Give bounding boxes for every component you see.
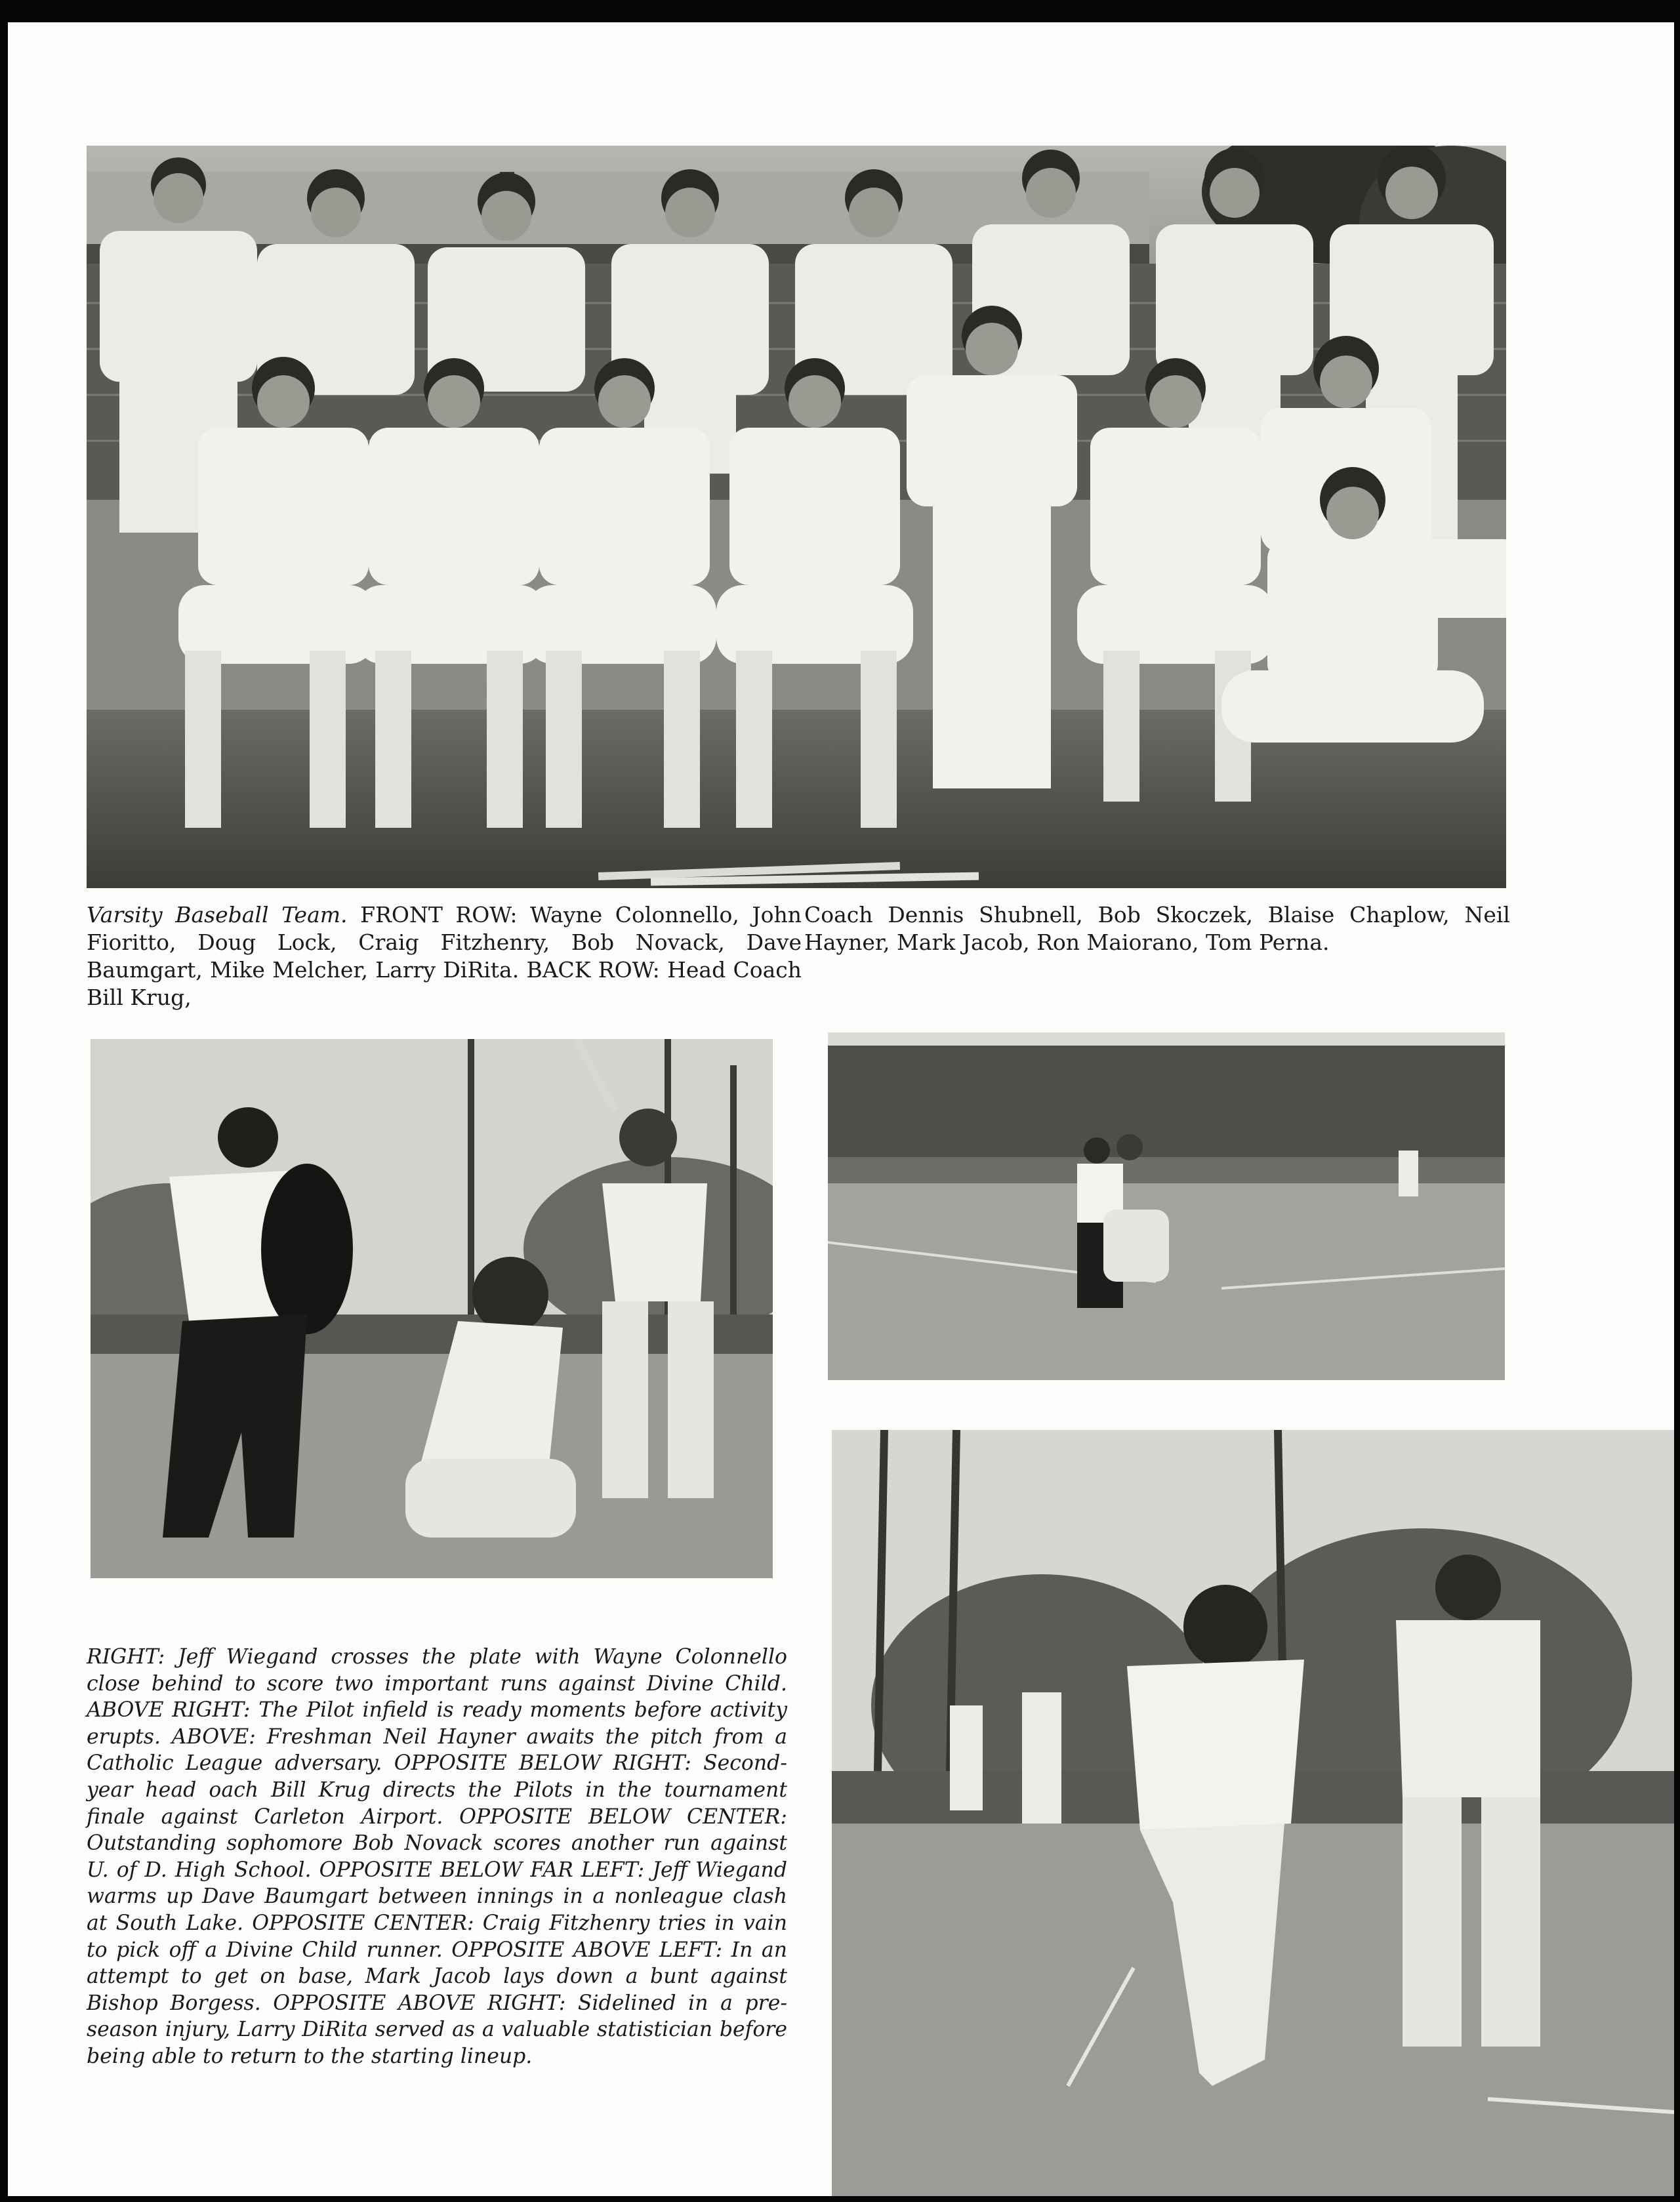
photo-story-caption: RIGHT: Jeff Wiegand crosses the plate with Wayne Colonnello close behind to score two important runs against Divine Child. ABOVE RIGHT: The Pilot infield is ready moments before activity erupts. ABOVE: Freshman Neil Hayner awaits the pitch from a Catholic League adversary. OPPOSITE BELOW RIGHT: Second-year head oach Bill Krug directs the Pilots in the tournament finale against Carleton Airport. OPPOSITE BELOW CENTER: Outstanding sophomore Bob Novack scores another run against U. of D. High School. OPPOSITE BELOW FAR LEFT: Jeff Wiegand warms up Dave Baumgart between innings in a nonleague clash at South Lake. OPPOSITE CENTER: Craig Fitzhenry tries in vain to pick off a Divine Child runner. OPPOSITE ABOVE LEFT: In an attempt to get on base, Mark Jacob lays down a bunt against Bishop Borgess. OPPOSITE ABOVE RIGHT: Sidelined in a pre-season injury, Larry DiRita served as a valuable statistician before being able to return to the starting lineup. xyxy=(87,1645,787,2068)
team-photo-caption-text: FRONT ROW: Wayne Colonnello, John Fioritto, Doug Lock, Craig Fitzhenry, Bob Novack, Dave Baumgart, Mike Melcher, Larry DiRita. BACK ROW: Head Coach Bill Krug, xyxy=(87,902,802,1010)
team-photo xyxy=(87,146,1506,888)
team-photo-caption-left xyxy=(87,901,802,1011)
yearbook-page xyxy=(8,22,1674,2196)
team-photo-caption-right: Coach Dennis Shubnell, Bob Skoczek, Blaise Chaplow, Neil Hayner, Mark Jacob, Ron Maiorano, Tom Perna. xyxy=(804,902,1510,955)
scoring-run-photo xyxy=(832,1430,1674,2196)
infield-ready-photo xyxy=(828,1032,1505,1380)
batter-at-plate-photo xyxy=(91,1039,773,1578)
team-photo-caption-label: Varsity Baseball Team. xyxy=(87,902,348,928)
